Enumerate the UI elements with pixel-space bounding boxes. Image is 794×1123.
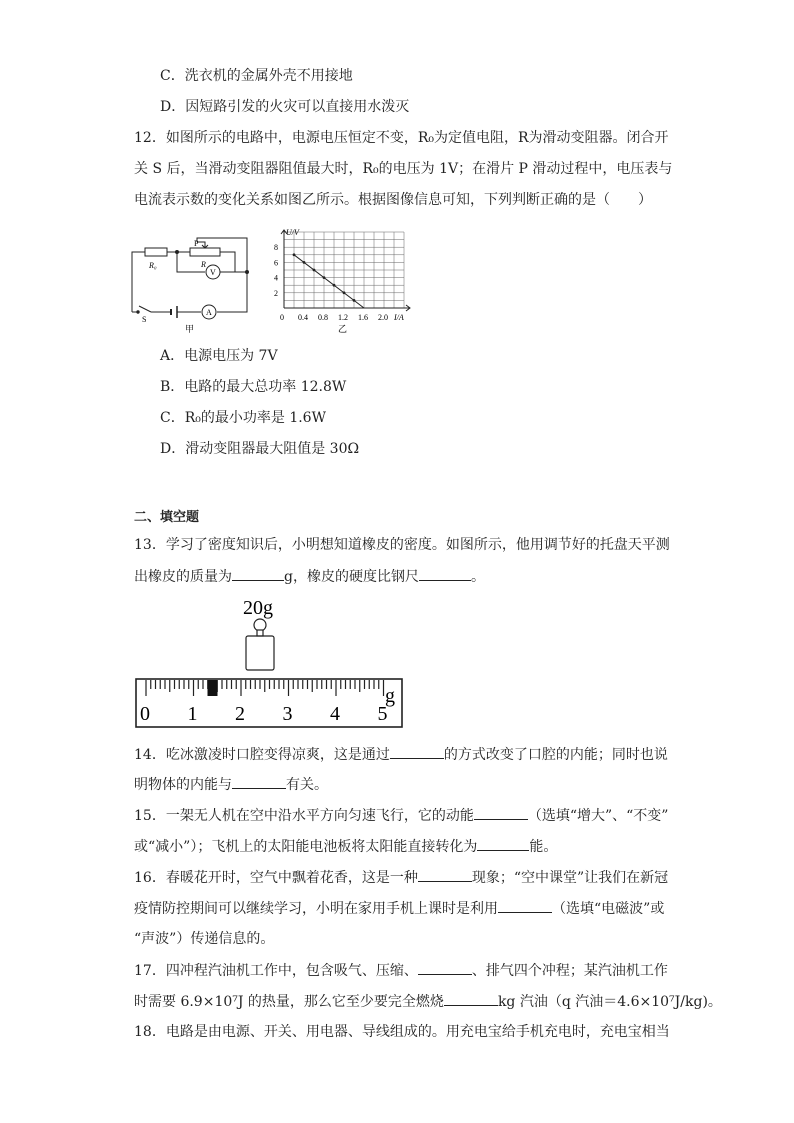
scale-ticks [146,680,384,696]
scale-number: 0 [140,703,150,725]
ui-graph [270,226,420,338]
data-point [333,284,336,287]
data-point [313,269,316,272]
scale-number: 2 [235,703,245,725]
label-r0: R₀ [149,261,157,270]
q15-line2: 或“减小”）；飞机上的太阳能电池板将太阳能直接转化为 能。 [134,836,557,857]
switch-s [139,306,151,312]
x-tick-label: 1.2 [338,313,348,322]
weight-label: 20g [243,597,273,619]
q17-line2: 时需要 6.9×10⁷J 的热量，那么它至少要完全燃烧 kg 汽油（q 汽油＝4.6×10⁷J/kg)。 [134,991,722,1012]
x-axis-label: I/A [394,313,404,322]
weight-20g [246,619,274,670]
section-title: 二、填空题 [134,510,200,525]
q13-blank-1[interactable] [232,566,284,581]
x-tick-label: 1.6 [358,313,368,322]
label-p: P [194,239,199,248]
q12-option-b: B．电路的最大总功率 12.8W [160,379,347,395]
q12-option-c: C．R₀的最小功率是 1.6W [160,410,326,426]
y-tick-label: 2 [274,288,278,298]
label-s: S [142,315,147,324]
scale-number: 1 [187,703,198,725]
q12-stem-line1: 12．如图所示的电路中，电源电压恒定不变，R₀为定值电阻，R为滑动变阻器。闭合开 [134,130,669,146]
q11-option-c: C．洗衣机的金属外壳不用接地 [160,68,353,84]
data-point [323,276,326,279]
ammeter-label: A [206,308,212,317]
scale-unit: g [385,685,395,707]
q17-blank-1[interactable] [418,960,472,975]
rheostat-r [190,248,220,256]
rider [208,680,218,696]
scale-number: 4 [330,703,340,725]
x-tick-label: 2.0 [378,313,388,322]
q17-line1: 17．四冲程汽油机工作中，包含吸气、压缩、 、排气四个冲程；某汽油机工作 [134,960,668,981]
data-point [343,291,346,294]
x-tick-label: 0.8 [318,313,328,322]
q18-line1: 18．电路是由电源、开关、用电器、导线组成的。用充电宝给手机充电时，充电宝相当 [134,1024,670,1040]
voltmeter-label: V [210,268,216,277]
balance-figure [130,592,410,732]
circuit-diagram [125,230,265,338]
q16-line1: 16．春暖花开时，空气中飘着花香，这是一种 现象；“空中课堂”让我们在新冠 [134,867,668,888]
q12-stem-line2: 关 S 后，当滑动变阻器阻值最大时，R₀的电压为 1V；在滑片 P 滑动过程中，电压表与 [134,161,673,177]
q17-blank-2[interactable] [444,991,498,1006]
q15-line1: 15．一架无人机在空中沿水平方向匀速飞行，它的动能 （选填“增大”、“不变” [134,805,668,826]
q12-option-d: D．滑动变阻器最大阻值是 30Ω [160,441,360,457]
q16-blank-2[interactable] [498,898,552,913]
q13-line2: 出橡皮的质量为 g，橡皮的硬度比钢尺 。 [134,566,485,587]
scale-number: 5 [377,703,388,725]
q12-option-a: A．电源电压为 7V [160,348,278,364]
y-tick-label: 6 [274,258,278,268]
y-axis-label: U/V [286,228,299,237]
data-point [303,261,306,264]
resistor-r0 [145,248,167,256]
q14-line1: 14．吃冰激凌时口腔变得凉爽，这是通过 的方式改变了口腔的内能；同时也说 [134,744,668,765]
origin-label: 0 [280,313,284,322]
graph-caption: 乙 [338,324,348,334]
graph-grid [284,232,404,308]
q15-blank-2[interactable] [477,836,529,851]
y-tick-label: 8 [274,243,278,253]
q16-blank-1[interactable] [418,867,472,882]
scale-number: 3 [282,703,293,725]
q14-line2: 明物体的内能与 有关。 [134,774,328,795]
y-tick-label: 4 [274,273,278,283]
q13-line1: 13．学习了密度知识后，小明想知道橡皮的密度。如图所示，他用调节好的托盘天平测 [134,537,670,553]
q14-blank-2[interactable] [232,774,286,789]
circuit-caption: 甲 [185,324,195,334]
data-point [353,299,356,302]
wire-right [217,272,247,312]
q12-stem-line3: 电流表示数的变化关系如图乙所示。根据图像信息可知，下列判断正确的是（ ） [134,192,652,208]
label-r: R [201,260,206,269]
q15-blank-1[interactable] [474,805,528,820]
wire-left [132,252,145,312]
q14-blank-1[interactable] [390,744,444,759]
x-tick-label: 0.4 [298,313,308,322]
q16-line2: 疫情防控期间可以继续学习，小明在家用手机上课时是利用 （选填“电磁波”或 [134,898,664,919]
q16-line3: “声波”）传递信息的。 [134,931,275,947]
q13-blank-2[interactable] [419,566,471,581]
q11-option-d: D．因短路引发的火灾可以直接用水泼灭 [160,99,410,115]
data-point [293,253,296,256]
